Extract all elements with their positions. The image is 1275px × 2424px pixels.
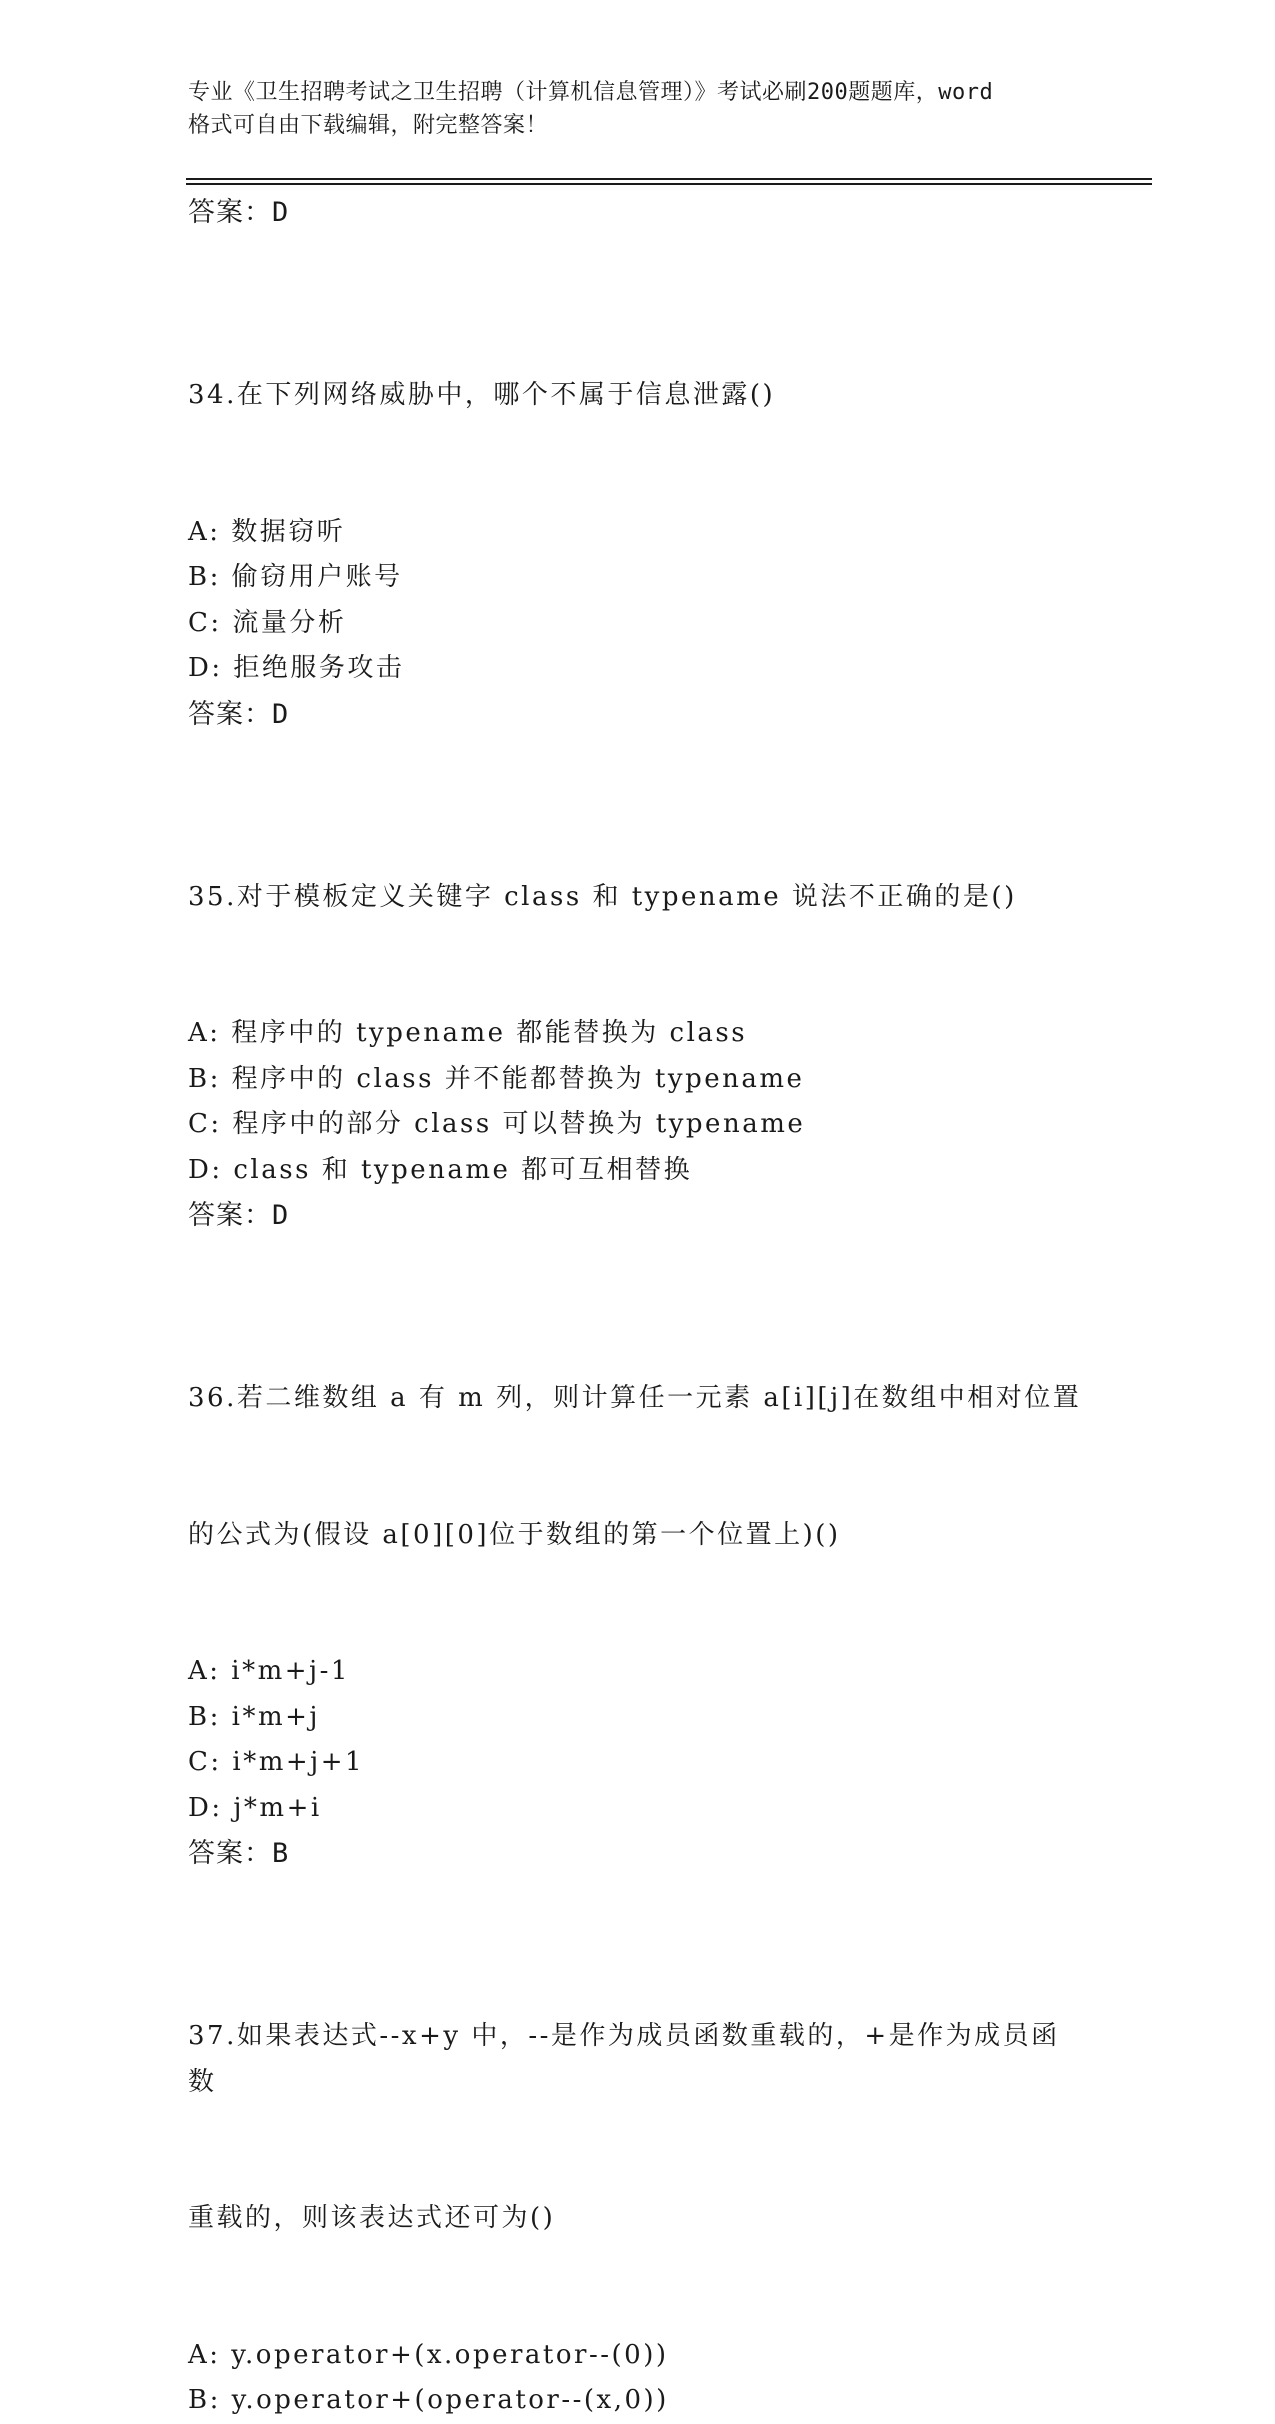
question-35-stem	[188, 784, 1088, 1012]
header-rule-top	[186, 178, 1152, 180]
question-list	[188, 190, 1088, 2424]
question-35-stem-line: 35.对于模板定义关键字 class 和 typename 说法不正确的是()	[188, 881, 1017, 912]
question-35-answer: 答案：D	[188, 1200, 290, 1231]
question-37	[188, 1923, 1088, 2424]
question-35	[188, 784, 1088, 1240]
question-36-stem-line-2: 的公式为(假设 a[0][0]位于数组的第一个位置上)()	[188, 1519, 841, 1550]
header-line-1: 专业《卫生招聘考试之卫生招聘（计算机信息管理）》考试必刷200题题库，word	[188, 80, 994, 105]
document-header	[188, 76, 1088, 142]
answer-previous: 答案：D	[188, 197, 290, 228]
question-34-option-b: B: 偷窃用户账号	[188, 562, 403, 592]
question-37-stem-line-2: 重载的，则该表达式还可为()	[188, 2203, 556, 2233]
question-37-option-a: A: y.operator+(x.operator--(0))	[188, 2339, 669, 2370]
question-34	[188, 282, 1088, 738]
question-36-stem	[188, 1285, 1088, 1649]
question-37-option-b: B: y.operator+(operator--(x,0))	[188, 2385, 669, 2415]
question-34-option-a: A: 数据窃听	[188, 516, 346, 547]
question-35-option-d: D: class 和 typename 都可互相替换	[188, 1154, 693, 1185]
question-36-answer: 答案：B	[188, 1838, 290, 1869]
header-line-2: 格式可自由下载编辑，附完整答案！	[188, 113, 549, 138]
question-35-option-a: A: 程序中的 typename 都能替换为 class	[188, 1018, 748, 1048]
question-36	[188, 1285, 1088, 1877]
question-36-option-c: C: i*m+j+1	[188, 1747, 365, 1777]
question-36-option-a: A: i*m+j-1	[188, 1656, 350, 1686]
header-rule-bottom	[186, 183, 1152, 185]
question-34-option-c: C: 流量分析	[188, 607, 347, 638]
question-34-option-d: D: 拒绝服务攻击	[188, 653, 405, 683]
question-37-stem-line-1: 37.如果表达式--x+y 中，--是作为成员函数重载的，+是作为成员函数	[188, 2021, 1060, 2097]
question-36-option-d: D: j*m+i	[188, 1792, 322, 1823]
question-34-answer: 答案：D	[188, 698, 290, 730]
question-37-stem	[188, 1923, 1088, 2333]
question-36-option-b: B: i*m+j	[188, 1701, 320, 1732]
question-35-option-b: B: 程序中的 class 并不能都替换为 typename	[188, 1063, 805, 1094]
question-34-stem-line: 34.在下列网络威胁中，哪个不属于信息泄露()	[188, 380, 776, 410]
question-34-stem	[188, 282, 1088, 510]
question-35-option-c: C: 程序中的部分 class 可以替换为 typename	[188, 1109, 806, 1139]
question-36-stem-line-1: 36.若二维数组 a 有 m 列，则计算任一元素 a[i][j]在数组中相对位置	[188, 1383, 1082, 1413]
